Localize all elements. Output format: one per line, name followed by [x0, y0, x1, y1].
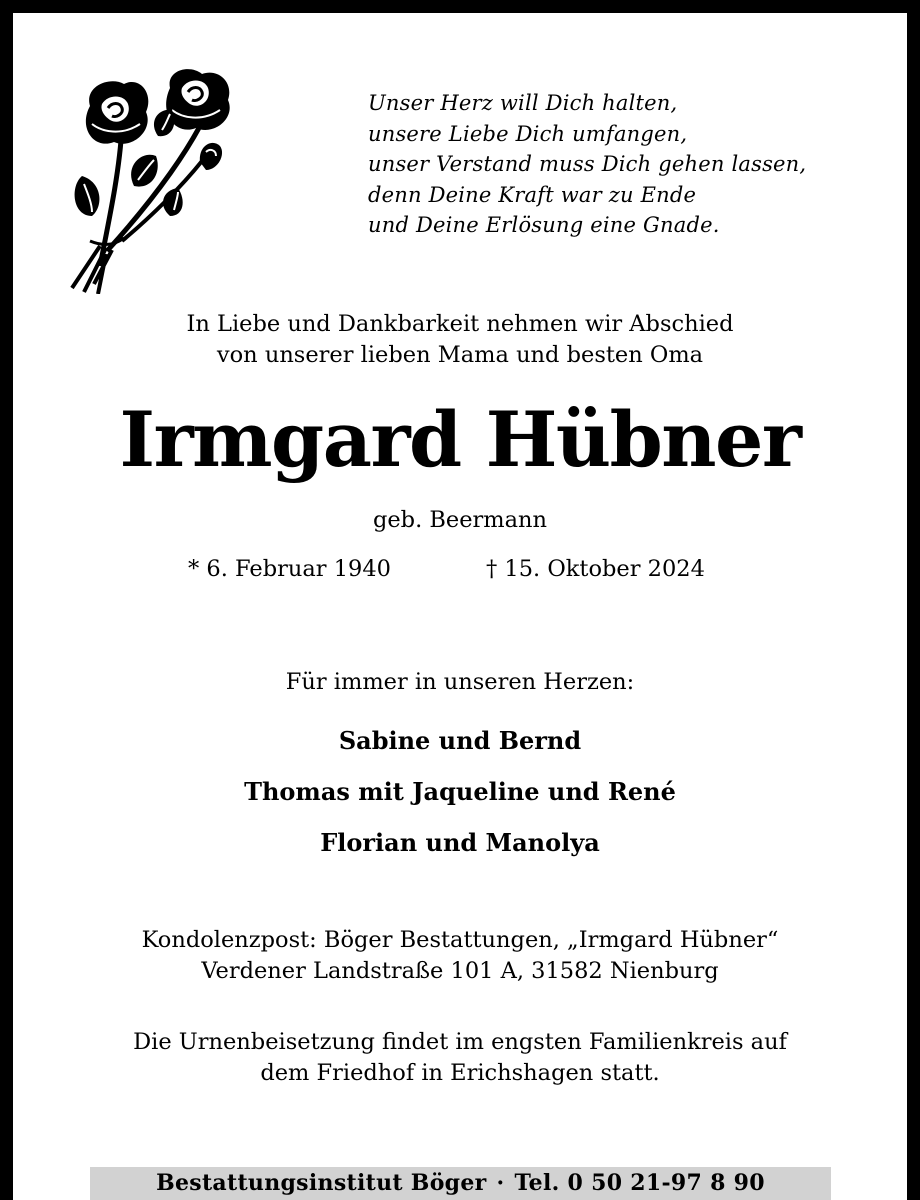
- poem-line: und Deine Erlösung eine Gnade.: [368, 213, 720, 237]
- burial-line: Die Urnenbeisetzung findet im engsten Familienkreis auf: [133, 1029, 787, 1055]
- footer-separator: ·: [496, 1170, 505, 1196]
- intro-line: von unserer lieben Mama und besten Oma: [216, 342, 704, 368]
- funeral-home-name: Bestattungsinstitut Böger: [156, 1170, 487, 1196]
- burial-notice: [13, 1027, 907, 1089]
- birth-name: geb. Beermann: [372, 507, 548, 533]
- condolence-line: Kondolenzpost: Böger Bestattungen, „Irmgard Hübner“: [141, 927, 779, 953]
- poem-line: unser Verstand muss Dich gehen lassen,: [368, 152, 807, 176]
- burial-line: dem Friedhof in Erichshagen statt.: [260, 1060, 660, 1086]
- poem-line: unsere Liebe Dich umfangen,: [368, 121, 688, 146]
- poem-line: denn Deine Kraft war zu Ende: [368, 182, 697, 207]
- funeral-home-phone: Tel. 0 50 21-97 8 90: [514, 1170, 765, 1196]
- poem: [368, 88, 888, 241]
- mourner-name: Thomas mit Jaqueline und René: [244, 777, 676, 806]
- birth-date: * 6. Februar 1940: [188, 556, 391, 582]
- farewell-intro: [13, 309, 907, 371]
- mourners-list: [13, 715, 907, 868]
- condolence-line: Verdener Landstraße 101 A, 31582 Nienburg: [201, 958, 719, 984]
- mourners-heading: Für immer in unseren Herzen:: [285, 669, 635, 695]
- intro-line: In Liebe und Dankbarkeit nehmen wir Abschied: [186, 311, 734, 337]
- mourner-name: Sabine und Bernd: [338, 726, 582, 755]
- mourner-name: Florian und Manolya: [320, 828, 600, 857]
- funeral-home-footer: [90, 1167, 831, 1200]
- death-date: † 15. Oktober 2024: [486, 556, 705, 582]
- deceased-name: Irmgard Hübner: [119, 395, 801, 484]
- poem-line: Unser Herz will Dich halten,: [368, 91, 678, 115]
- condolence-address: [13, 925, 907, 987]
- roses-icon: [62, 66, 252, 294]
